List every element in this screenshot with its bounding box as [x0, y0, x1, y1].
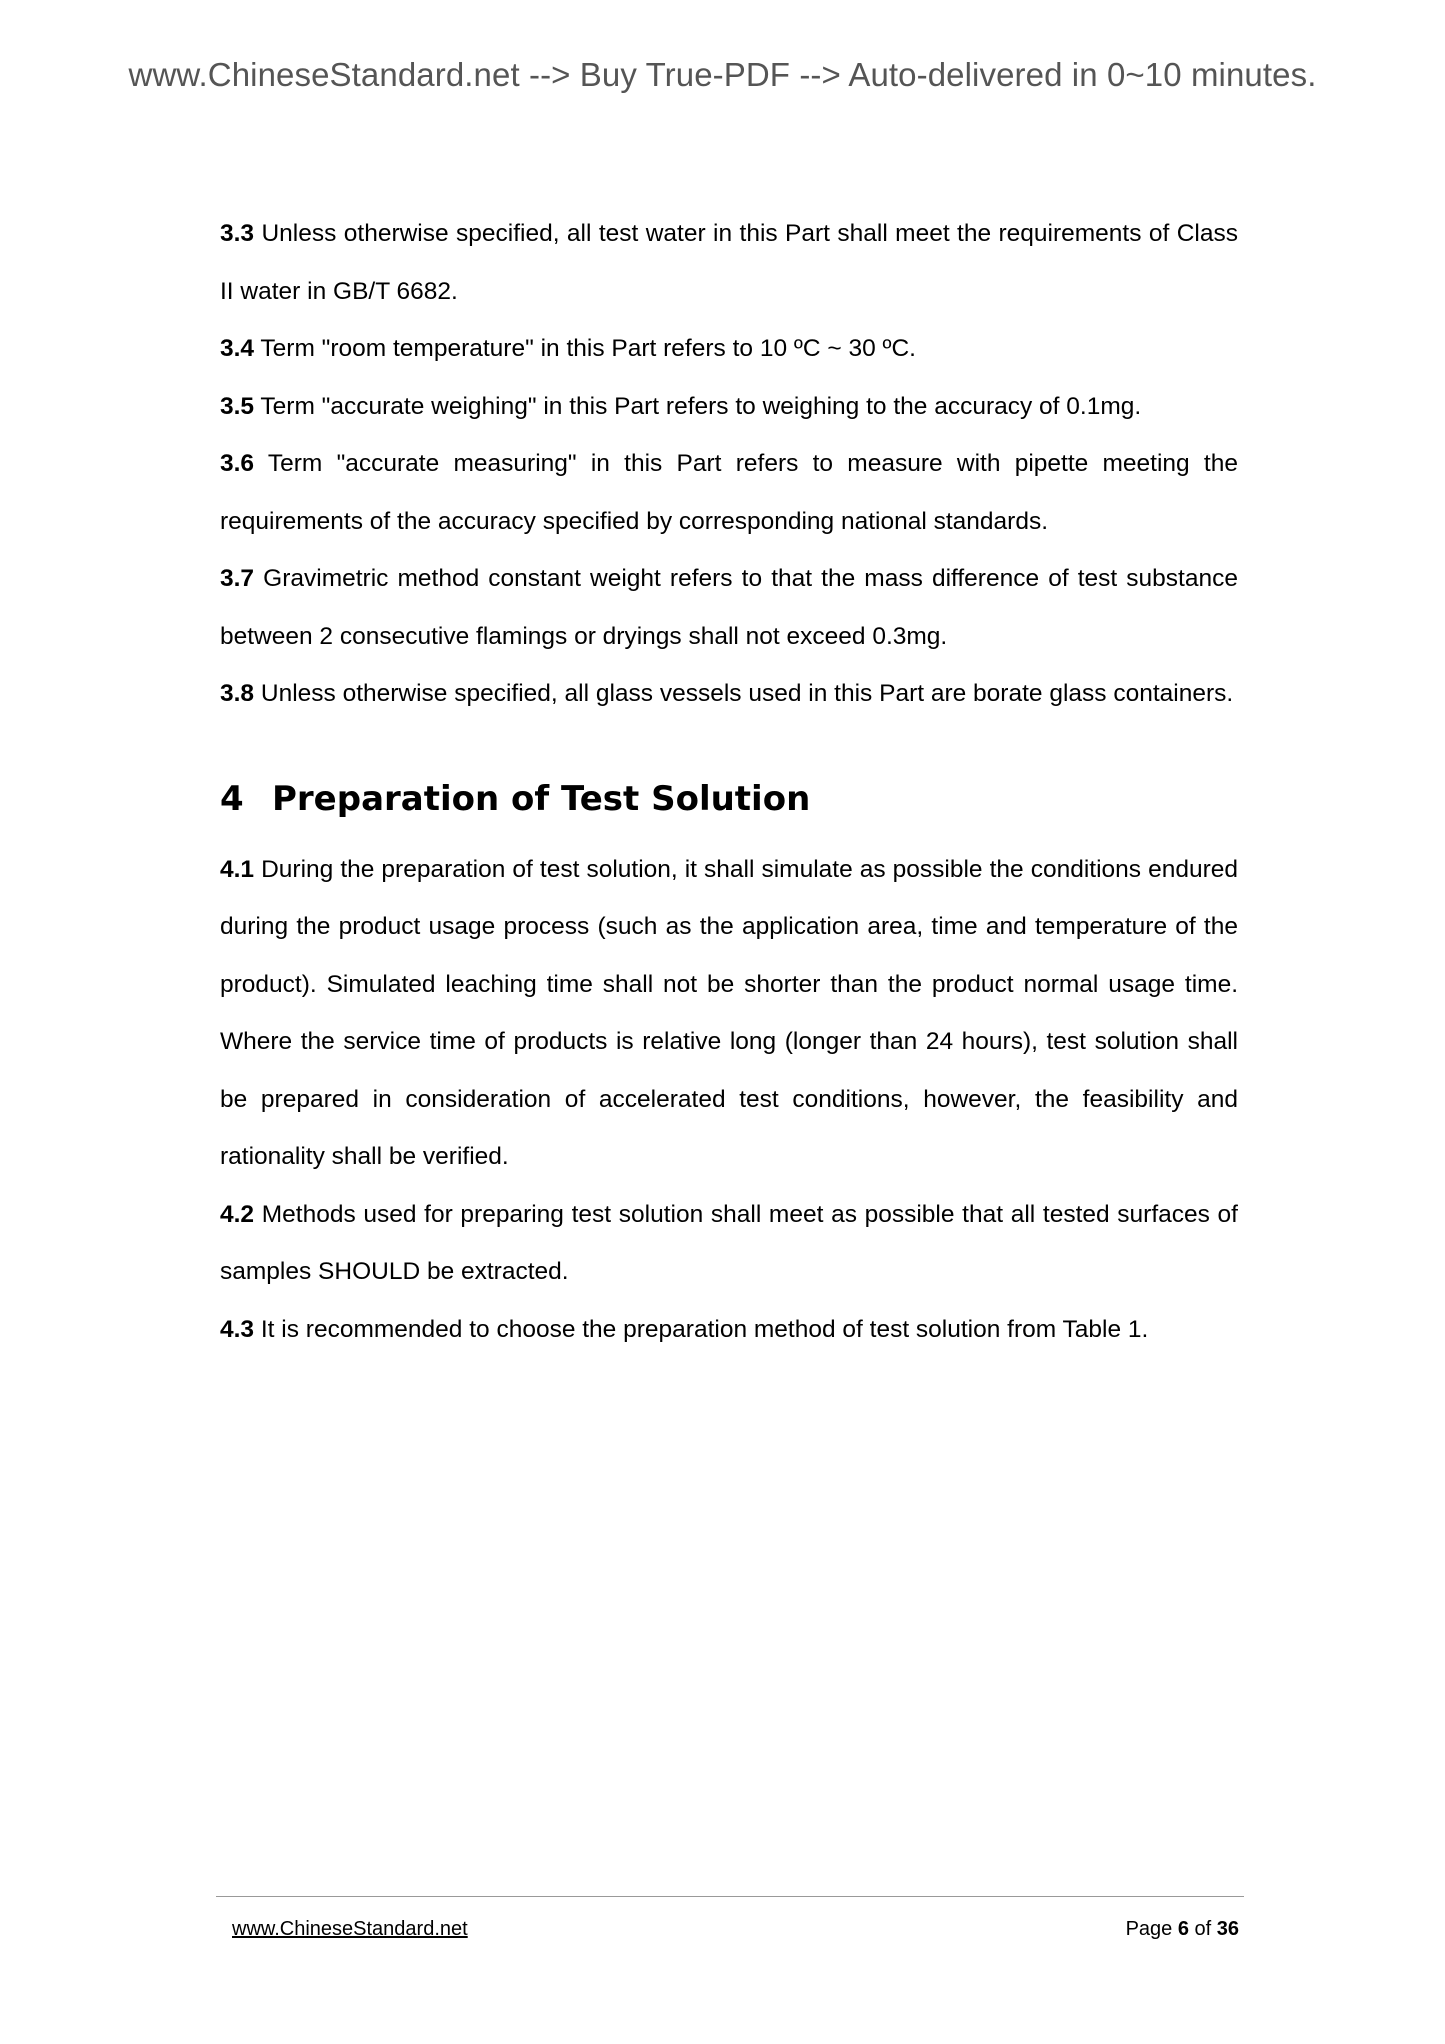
paragraph-4-1 — [220, 841, 1238, 1186]
page-number — [1126, 1918, 1239, 1941]
clause-number: 3.5 — [220, 392, 255, 420]
clause-text: Unless otherwise specified, all test water in this Part shall meet the requirements of Class II water in GB/T 6682. — [220, 220, 1238, 305]
paragraph-3-5 — [220, 378, 1238, 436]
top-banner: www.ChineseStandard.net --> Buy True-PDF --> Auto-delivered in 0~10 minutes. — [128, 56, 1317, 93]
page-prefix: Page — [1125, 1918, 1178, 1940]
clause-text: It is recommended to choose the preparation method of test solution from Table 1. — [254, 1315, 1149, 1343]
clause-text: Methods used for preparing test solution shall meet as possible that all tested surfaces of samples SHOULD be extracted. — [220, 1200, 1238, 1285]
paragraph-3-4 — [220, 320, 1238, 378]
clause-number: 3.3 — [220, 220, 255, 247]
clause-number: 3.8 — [220, 680, 255, 707]
section-heading — [220, 723, 1238, 841]
clause-text: Term "accurate weighing" in this Part refers to weighing to the accuracy of 0.1mg. — [254, 392, 1142, 420]
clause-number: 3.7 — [220, 565, 255, 592]
paragraph-3-8 — [220, 665, 1238, 723]
paragraph-4-2 — [220, 1186, 1238, 1301]
document-body — [220, 205, 1238, 1358]
paragraph-3-6 — [220, 435, 1238, 550]
clause-number: 4.1 — [220, 855, 255, 883]
footer-divider — [216, 1896, 1244, 1897]
paragraph-3-3 — [220, 205, 1238, 320]
footer-site-link[interactable]: www.ChineseStandard.net — [232, 1918, 468, 1940]
page-current: 6 — [1177, 1918, 1189, 1940]
clause-number: 4.2 — [220, 1200, 255, 1228]
section-title-text: Preparation of Test Solution — [272, 778, 811, 819]
clause-number: 3.6 — [220, 450, 255, 477]
clause-text: Gravimetric method constant weight refers to that the mass difference of test substance between 2 consecutive flamings or dryings shall not exceed 0.3mg. — [220, 565, 1238, 650]
page-of: of — [1188, 1918, 1217, 1940]
paragraph-4-3 — [220, 1301, 1238, 1359]
clause-text: Unless otherwise specified, all glass vessels used in this Part are borate glass containers. — [254, 680, 1234, 707]
clause-number: 4.3 — [220, 1315, 255, 1343]
clause-number: 3.4 — [220, 335, 255, 362]
paragraph-3-7 — [220, 550, 1238, 665]
page-total: 36 — [1216, 1918, 1239, 1940]
clause-text: Term "accurate measuring" in this Part refers to measure with pipette meeting the requirements of the accuracy specified by corresponding national standards. — [220, 450, 1238, 535]
clause-text: During the preparation of test solution, it shall simulate as possible the conditions endured during the product usage process (such as the application area, time and temperature of the product). Simulated leaching time shall not be shorter than the product normal usage time. Where the service time of products is relative long (longer than 24 hours), test solution shall be prepared in consideration of accelerated test conditions, however, the feasibility and rationality shall be verified. — [220, 855, 1238, 1170]
section-number: 4 — [220, 778, 244, 819]
clause-text: Term "room temperature" in this Part refers to 10 ºC ~ 30 ºC. — [254, 335, 916, 362]
